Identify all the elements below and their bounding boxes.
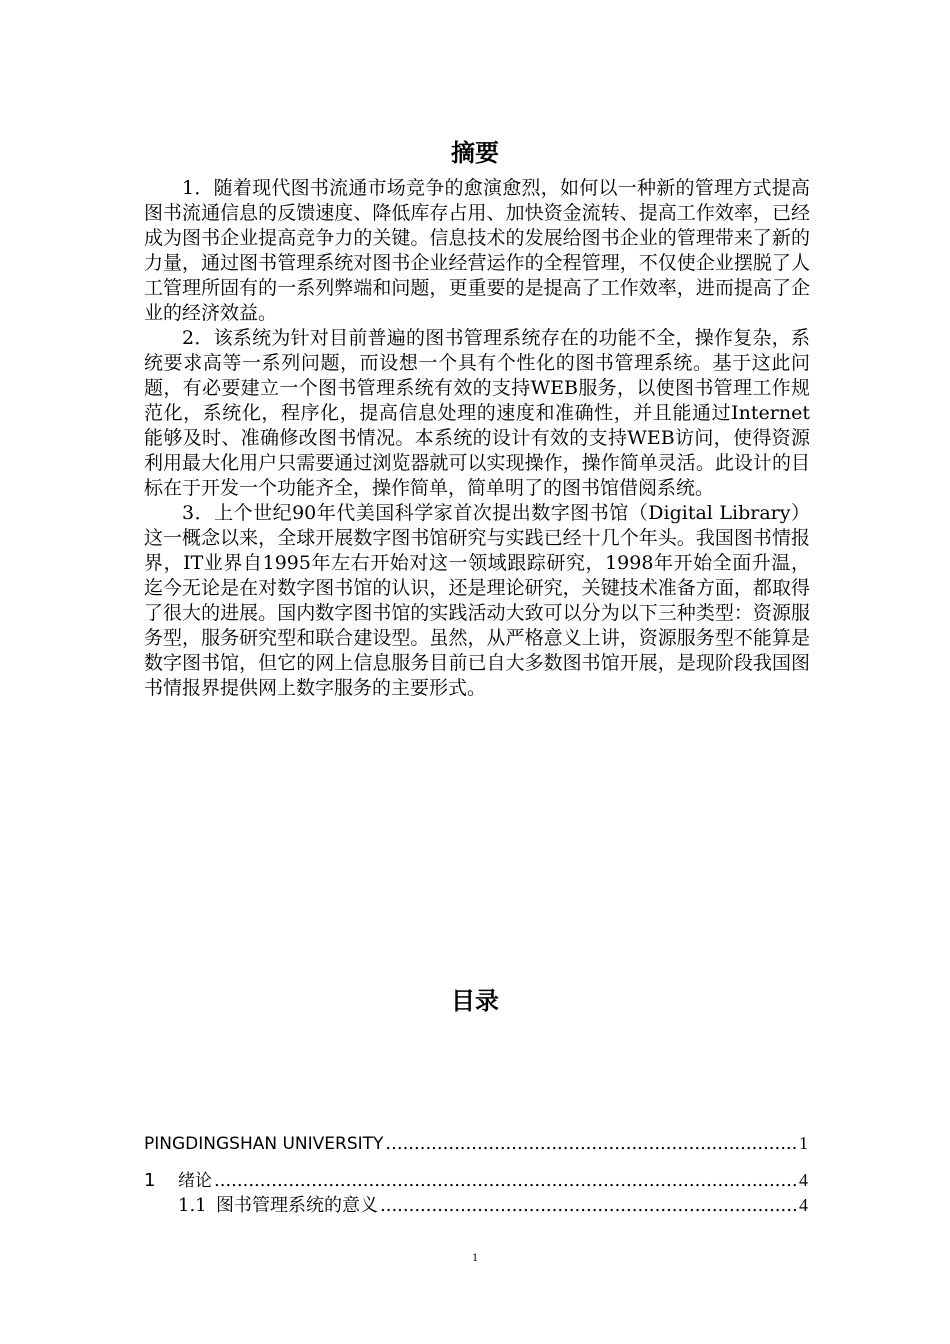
toc-entry-label: 绪论 bbox=[178, 1171, 212, 1191]
toc-entry-page: 1 bbox=[799, 1133, 808, 1153]
toc-entry-label: PINGDINGSHAN UNIVERSITY bbox=[144, 1134, 384, 1154]
toc-entry-significance[interactable] bbox=[144, 1191, 808, 1217]
toc-entry-number: 1.1 bbox=[178, 1195, 207, 1216]
toc-leader-dots bbox=[380, 1195, 797, 1216]
toc-entry-number: 1 bbox=[144, 1170, 156, 1191]
toc-leader-dots bbox=[214, 1170, 797, 1191]
toc-entry-page: 4 bbox=[799, 1170, 808, 1190]
abstract-paragraph-3: 3．上个世纪90年代美国科学家首次提出数字图书馆（Digital Library）这一概念以来，全球开展数字图书馆研究与实践已经十几个年头。我国图书情报界，IT业界自1995年左右开始对这一领域跟踪研究，1998年开始全面升温，迄今无论是在对数字图书馆的认识，还是理论研究，关键技术准备方面，都取得了很大的进展。国内数字图书馆的实践活动大致可以分为以下三种类型：资源服务型，服务研究型和联合建设型。虽然，从严格意义上讲，资源服务型不能算是数字图书馆，但它的网上信息服务目前已自大多数图书馆开展，是现阶段我国图书情报界提供网上数字服务的主要形式。 bbox=[144, 502, 810, 699]
abstract-paragraph-2: 2．该系统为针对目前普遍的图书管理系统存在的功能不全，操作复杂，系统要求高等一系列问题，而设想一个具有个性化的图书管理系统。基于这此问题，有必要建立一个图书管理系统有效的支持WEB服务，以使图书管理工作规范化，系统化，程序化，提高信息处理的速度和准确性，并且能通过Internet能够及时、准确修改图书情况。本系统的设计有效的支持WEB访问，使得资源利用最大化用户只需要通过浏览器就可以实现操作，操作简单灵活。此设计的目标在于开发一个功能齐全，操作简单，简单明了的图书馆借阅系统。 bbox=[144, 327, 810, 499]
page-number: 1 bbox=[472, 1250, 478, 1264]
abstract-body bbox=[144, 176, 810, 701]
table-of-contents bbox=[144, 1133, 808, 1217]
toc-entry-introduction[interactable] bbox=[144, 1166, 808, 1191]
toc-entry-page: 4 bbox=[799, 1195, 808, 1215]
toc-entry-university[interactable] bbox=[144, 1133, 808, 1154]
toc-title: 目录 bbox=[451, 987, 499, 1015]
abstract-title: 摘要 bbox=[451, 139, 499, 167]
toc-entry-label: 图书管理系统的意义 bbox=[216, 1195, 378, 1216]
abstract-paragraph-1: 1．随着现代图书流通市场竞争的愈演愈烈，如何以一种新的管理方式提高图书流通信息的反馈速度、降低库存占用、加快资金流转、提高工作效率，已经成为图书企业提高竞争力的关键。信息技术的发展给图书企业的管理带来了新的力量，通过图书管理系统对图书企业经营运作的全程管理，不仅使企业摆脱了人工管理所固有的一系列弊端和问题，更重要的是提高了工作效率，进而提高了企业的经济效益。 bbox=[144, 177, 810, 324]
toc-leader-dots bbox=[385, 1133, 797, 1154]
